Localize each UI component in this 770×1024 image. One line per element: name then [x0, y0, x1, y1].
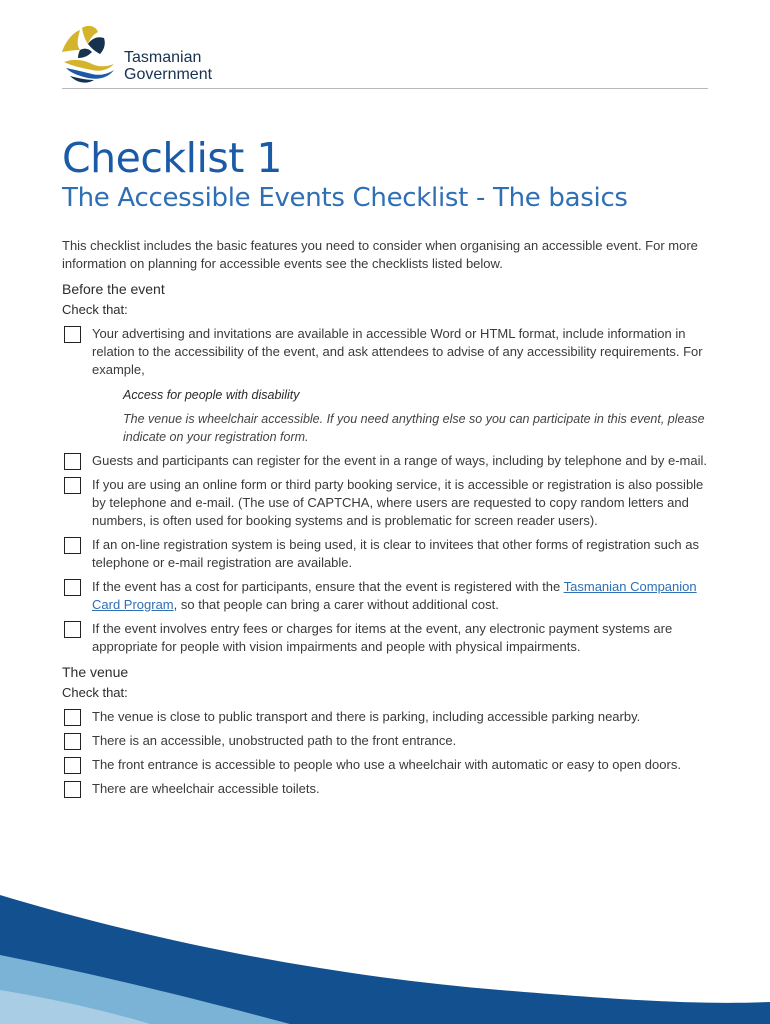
- checkbox[interactable]: [64, 326, 81, 343]
- page-number: Page 1 of 2: [644, 973, 708, 987]
- checklist-item-text: There are wheelchair accessible toilets.: [92, 781, 320, 796]
- section-heading-venue: The venue: [62, 664, 129, 680]
- section-heading-before-event: Before the event: [62, 281, 165, 297]
- checklist-item: [62, 620, 710, 656]
- logo-wordmark: [124, 49, 212, 83]
- checkbox[interactable]: [64, 579, 81, 596]
- checkbox[interactable]: [64, 709, 81, 726]
- checklist-item: [62, 756, 710, 774]
- header-divider: [62, 88, 708, 89]
- checkbox[interactable]: [64, 621, 81, 638]
- companion-card-link[interactable]: Tasmanian Companion Card Program: [92, 579, 697, 612]
- checklist-item: [62, 708, 710, 726]
- intro-paragraph: This checklist includes the basic features you need to consider when organising an accessible event. For more information on planning for accessible events see the checklists listed below.: [62, 238, 698, 271]
- logo-line-2: Government: [124, 66, 213, 83]
- example-heading: Access for people with disability: [123, 388, 300, 402]
- checklist-item: [62, 732, 710, 750]
- checklist-item: [62, 578, 710, 614]
- checkbox[interactable]: [64, 537, 81, 554]
- checklist-item-text-end: , so that people can bring a carer without additional cost.: [173, 597, 499, 612]
- checklist-item: [62, 476, 710, 530]
- checklist-item-text: If the event involves entry fees or charges for items at the event, any electronic payment systems are appropriate for people with vision impairments and people with physical impairments.: [92, 621, 673, 654]
- checklist-content: [62, 237, 710, 798]
- checklist-item-text: Guests and participants can register for the event in a range of ways, including by telephone and by e-mail.: [92, 453, 707, 468]
- checkbox[interactable]: [64, 781, 81, 798]
- checklist-item-text-start: If the event has a cost for participants, ensure that the event is registered with the: [92, 579, 564, 594]
- checklist-item-text: The venue is close to public transport and there is parking, including accessible parking nearby.: [92, 709, 641, 724]
- checklist-item-text: There is an accessible, unobstructed path to the front entrance.: [92, 733, 457, 748]
- tasmanian-tiger-emblem-icon: [58, 22, 122, 86]
- logo-line-1: Tasmanian: [124, 49, 202, 66]
- checklist-item: [62, 325, 710, 379]
- check-that-label: Check that:: [62, 685, 128, 700]
- page-subtitle: The Accessible Events Checklist - The basics: [62, 183, 628, 213]
- tasmanian-government-logo: [58, 22, 258, 86]
- checklist-item-text: If you are using an online form or third party booking service, it is accessible or registration is also possible by telephone and e-mail. (The use of CAPTCHA, where users are requested to copy random letters and numbers, is often used for booking systems and is problematic for screen reader users).: [92, 477, 704, 528]
- checklist-item-text: If an on-line registration system is being used, it is clear to invitees that other forms of registration such as telephone or e-mail registration are available.: [92, 537, 699, 570]
- example-text: The venue is wheelchair accessible. If you need anything else so you can participate in this event, please indicate on your registration form.: [123, 412, 705, 444]
- page-title: Checklist 1: [62, 134, 282, 182]
- checkbox[interactable]: [64, 757, 81, 774]
- footer-wave-graphic: [0, 880, 770, 1024]
- checklist-item: [62, 452, 710, 470]
- checklist-item: [62, 780, 710, 798]
- checkbox[interactable]: [64, 733, 81, 750]
- checklist-item-text: Your advertising and invitations are available in accessible Word or HTML format, include information in relation to the accessibility of the event, and ask attendees to advise of any accessibility requirements. For example,: [92, 326, 703, 377]
- check-that-label: Check that:: [62, 302, 128, 317]
- checkbox[interactable]: [64, 453, 81, 470]
- checklist-item-text: The front entrance is accessible to people who use a wheelchair with automatic or easy to open doors.: [92, 757, 681, 772]
- checklist-item: [62, 536, 710, 572]
- checkbox[interactable]: [64, 477, 81, 494]
